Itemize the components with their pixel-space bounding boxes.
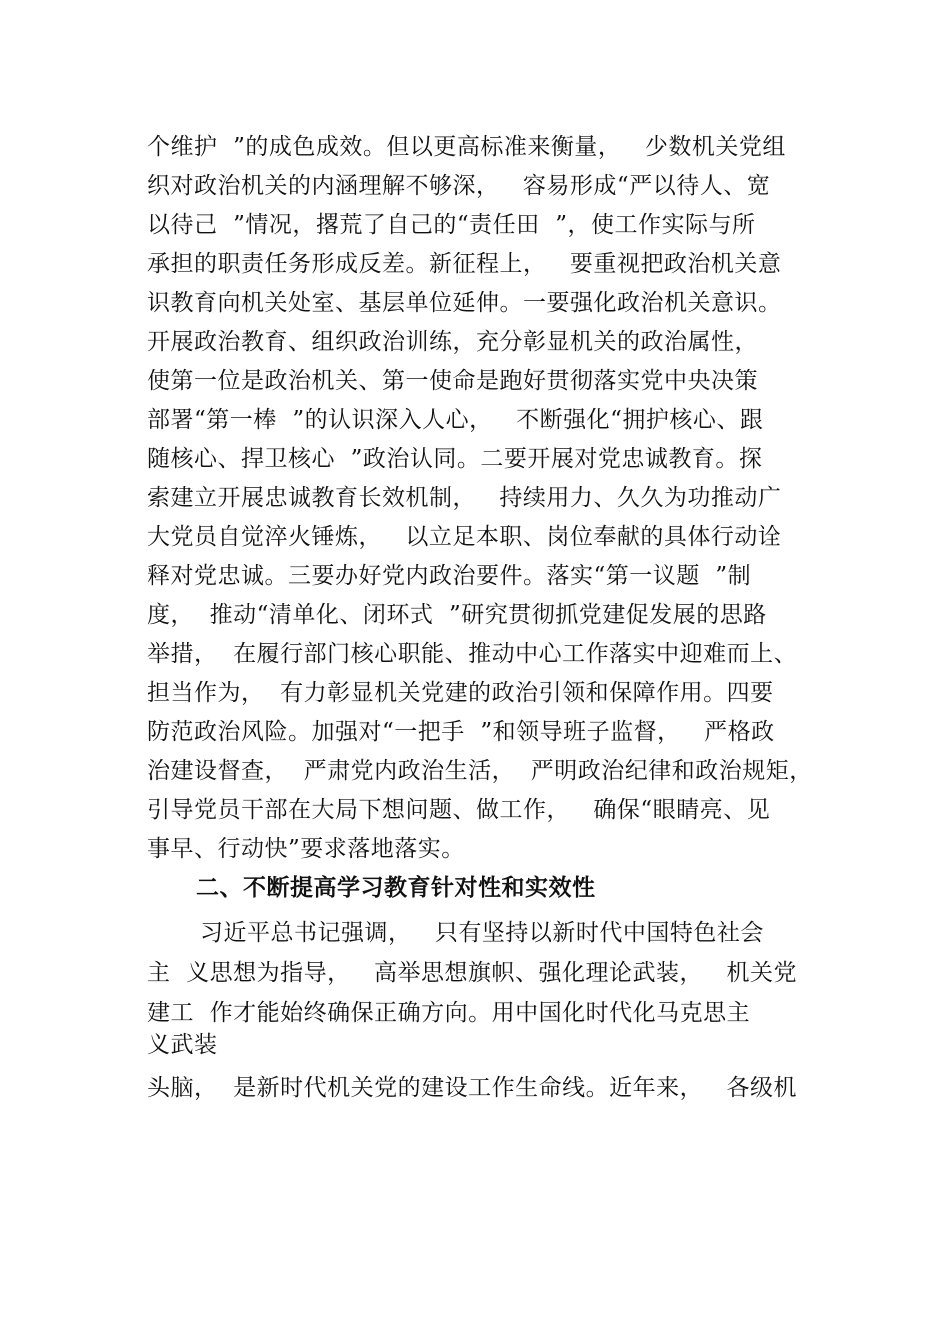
body-line-12: 释对党忠诚。三要办好党内政治要件。落实“第一议题 ”制 [147,563,752,589]
body-line-14: 举措， 在履行部门核心职能、推动中心工作落实中迎难而上、 [147,641,798,667]
section-line-3: 建工 作才能始终确保正确方向。用中国化时代化马克思主 [147,1000,751,1026]
body-line-18: 引导党员干部在大局下想问题、做工作， 确保“眼睛亮、见 [147,797,771,823]
section-line-2: 主 义思想为指导， 高举思想旗帜、强化理论武装， 机关党 [147,960,797,986]
section-line-5: 头脑， 是新时代机关党的建设工作生命线。近年来， 各级机 [147,1075,798,1101]
body-line-19: 事早、行动快”要求落地落实。 [147,836,465,862]
body-line-13: 度， 推动“清单化、闭环式 ”研究贯彻抓党建促发展的思路 [147,602,767,628]
body-line-3: 以待己 ”情况，撂荒了自己的“责任田 ”，使工作实际与所 [147,212,756,238]
body-line-10: 索建立开展忠诚教育长效机制， 持续用力、久久为功推动广 [147,485,782,511]
body-line-16: 防范政治风险。加强对“一把手 ”和领导班子监督， 严格政 [147,719,775,745]
body-line-4: 承担的职责任务形成反差。新征程上， 要重视把政治机关意 [147,251,782,277]
body-line-11: 大党员自觉淬火锤炼， 以立足本职、岗位奉献的具体行动诠 [147,524,782,550]
section-heading: 二、不断提高学习教育针对性和实效性 [196,875,596,901]
body-line-5: 识教育向机关处室、基层单位延伸。一要强化政治机关意识。 [147,290,782,316]
body-line-1: 个维护 ”的成色成效。但以更高标准来衡量， 少数机关党组 [147,134,786,160]
body-line-2: 织对政治机关的内涵理解不够深， 容易形成“严以待人、宽 [147,173,771,199]
body-line-17: 治建设督查， 严肃党内政治生活， 严明政治纪律和政治规矩， [147,758,813,784]
section-line-1: 习近平总书记强调， 只有坚持以新时代中国特色社会 [200,920,764,946]
body-line-8: 部署“第一棒 ”的认识深入人心， 不断强化“拥护核心、跟 [147,407,764,433]
body-line-9: 随核心、捍卫核心 ”政治认同。二要开展对党忠诚教育。探 [147,446,763,472]
body-line-15: 担当作为， 有力彰显机关党建的政治引领和保障作用。四要 [147,680,774,706]
body-line-6: 开展政治教育、组织政治训练，充分彰显机关的政治属性， [147,329,758,355]
body-line-7: 使第一位是政治机关、第一使命是跑好贯彻落实党中央决策 [147,368,758,394]
section-line-4: 义武装 [147,1032,218,1058]
